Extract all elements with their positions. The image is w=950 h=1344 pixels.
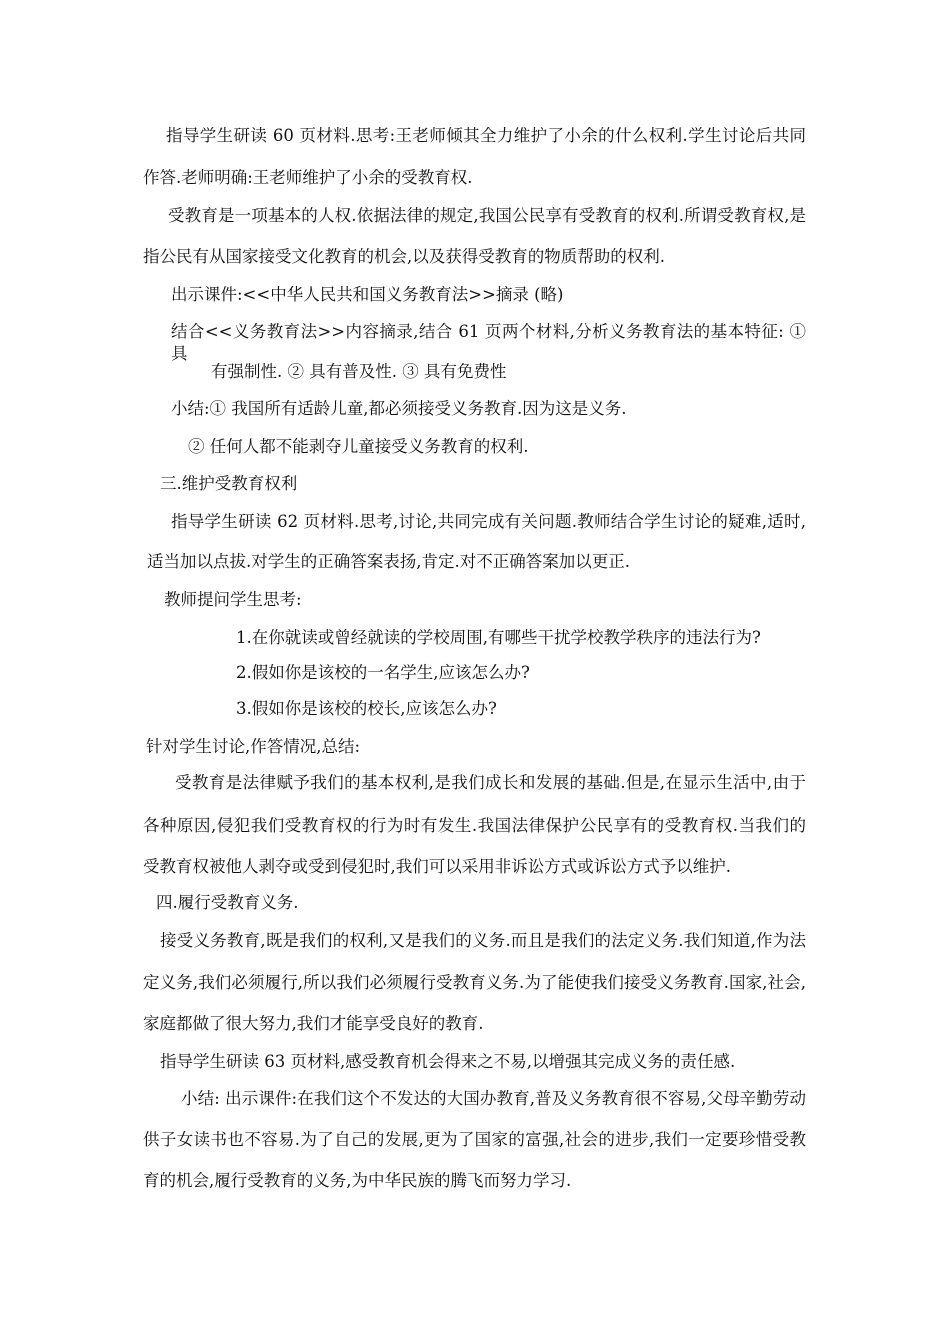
text-line: 家庭都做了很大努力,我们才能享受良好的教育. bbox=[143, 1014, 484, 1033]
text-line: 小结:① 我国所有适龄儿童,都必须接受义务教育.因为这是义务. bbox=[171, 399, 627, 418]
question-item: 3.假如你是该校的校长,应该怎么办? bbox=[236, 699, 497, 718]
text-line: 结合<<义务教育法>>内容摘录,结合 61 页两个材料,分析义务教育法的基本特征: ① 具 bbox=[171, 322, 806, 363]
text-line: 有强制性. ② 具有普及性. ③ 具有免费性 bbox=[211, 362, 507, 381]
text-line: 作答.老师明确:王老师维护了小余的受教育权. bbox=[143, 168, 473, 187]
text-line: 指导学生研读 62 页材料.思考,讨论,共同完成有关问题.教师结合学生讨论的疑难,适时, bbox=[171, 512, 806, 531]
text-line: 指导学生研读 60 页材料.思考:王老师倾其全力维护了小余的什么权利.学生讨论后共同 bbox=[166, 126, 806, 145]
text-line: ② 任何人都不能剥夺儿童接受义务教育的权利. bbox=[188, 437, 529, 456]
text-line: 出示课件:<<中华人民共和国义务教育法>>摘录 (略) bbox=[171, 285, 564, 304]
text-line: 受教育是一项基本的人权.依据法律的规定,我国公民享有受教育的权利.所谓受教育权,是 bbox=[168, 206, 806, 225]
text-line: 受教育权被他人剥夺或受到侵犯时,我们可以采用非诉讼方式或诉讼方式予以维护. bbox=[143, 857, 731, 876]
text-line: 定义务,我们必须履行,所以我们必须履行受教育义务.为了能使我们接受义务教育.国家,社会, bbox=[143, 973, 806, 992]
text-line: 针对学生讨论,作答情况,总结: bbox=[146, 737, 361, 756]
text-line: 育的机会,履行受教育的义务,为中华民族的腾飞而努力学习. bbox=[143, 1171, 572, 1190]
text-line: 指公民有从国家接受文化教育的机会,以及获得受教育的物质帮助的权利. bbox=[143, 247, 665, 266]
text-line: 受教育是法律赋予我们的基本权利,是我们成长和发展的基础.但是,在显示生活中,由于 bbox=[175, 773, 806, 792]
text-line: 接受义务教育,既是我们的权利,又是我们的义务.而且是我们的法定义务.我们知道,作为法 bbox=[160, 931, 806, 950]
text-line: 适当加以点拔.对学生的正确答案表扬,肯定.对不正确答案加以更正. bbox=[147, 552, 630, 571]
text-line: 小结: 出示课件:在我们这个不发达的大国办教育,普及义务教育很不容易,父母辛勤劳动 bbox=[181, 1089, 806, 1108]
text-line: 各种原因,侵犯我们受教育权的行为时有发生.我国法律保护公民享有的受教育权.当我们的 bbox=[143, 816, 806, 835]
text-line: 指导学生研读 63 页材料,感受教育机会得来之不易,以增强其完成义务的责任感. bbox=[160, 1052, 736, 1071]
text-line: 教师提问学生思考: bbox=[164, 590, 302, 609]
section-heading: 四.履行受教育义务. bbox=[156, 893, 299, 912]
question-item: 2.假如你是该校的一名学生,应该怎么办? bbox=[236, 663, 530, 682]
text-line: 供子女读书也不容易.为了自己的发展,更为了国家的富强,社会的进步,我们一定要珍惜受教 bbox=[143, 1130, 806, 1149]
question-item: 1.在你就读或曾经就读的学校周围,有哪些干扰学校教学秩序的违法行为? bbox=[236, 628, 761, 647]
section-heading: 三.维护受教育权利 bbox=[160, 474, 298, 493]
